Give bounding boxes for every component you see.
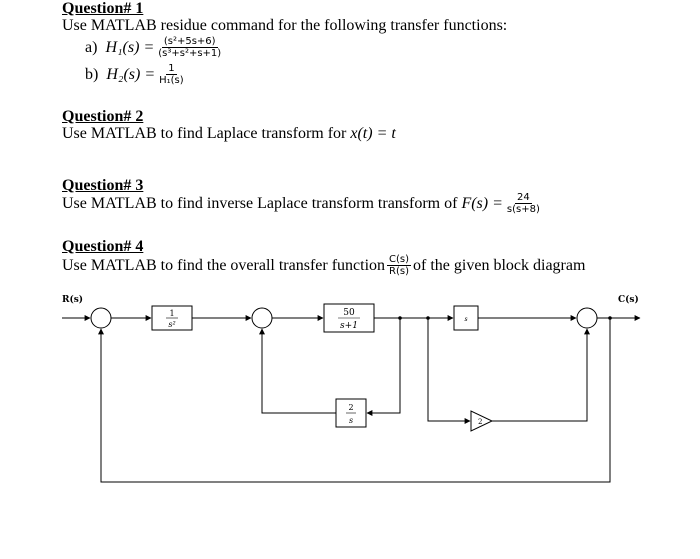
q4-denominator: R(s) (389, 266, 410, 277)
q1-b-denominator: H₁(s) (159, 75, 184, 86)
feedback-to-sum2 (262, 329, 336, 413)
summing-junction-1 (91, 308, 111, 328)
q4-text-after: of the given block diagram (413, 256, 586, 274)
q2-heading: Question# 2 (62, 108, 144, 125)
q4-heading: Question# 4 (62, 238, 144, 255)
block-2-denominator: s+1 (340, 321, 358, 331)
q1-heading: Question# 1 (62, 0, 144, 17)
q1-a-lhs: H₁(s) = (105, 38, 155, 56)
gain-label: 2 (478, 418, 483, 426)
input-label: R(s) (62, 295, 84, 305)
q3-lhs: F(s) = (461, 194, 503, 212)
q1-b-lhs: H₂(s) = (106, 65, 156, 83)
q1-a-denominator: (s³+s²+s+1) (158, 48, 222, 59)
q2-expression: x(t) = t (350, 125, 396, 142)
q3-denominator: s(s+8) (506, 204, 540, 215)
block-1-numerator: 1 (169, 309, 175, 318)
block-3-numerator: 2 (348, 403, 354, 412)
q1-b-label: b) (85, 65, 99, 83)
q2-text: Use MATLAB to find Laplace transform for (62, 125, 347, 142)
feedforward-to-sum3 (492, 329, 587, 421)
q4-text-before: Use MATLAB to find the overall transfer function (62, 256, 386, 274)
block-3-denominator: s (348, 416, 354, 425)
q4-numerator: C(s) (389, 254, 410, 265)
block-4-label: s (464, 316, 468, 323)
q1-text: Use MATLAB residue command for the following transfer functions: (62, 17, 508, 34)
output-label: C(s) (618, 295, 639, 305)
q1-b-numerator: 1 (168, 63, 175, 74)
block-2-numerator: 50 (343, 308, 355, 318)
q3-text: Use MATLAB to find inverse Laplace transform transform of (62, 194, 458, 212)
summing-junction-3 (577, 308, 597, 328)
block-1-denominator: s² (168, 320, 176, 329)
summing-junction-2 (252, 308, 272, 328)
feedforward-path (428, 318, 470, 421)
q3-numerator: 24 (517, 192, 530, 203)
q1-a-numerator: (s²+5s+6) (163, 36, 216, 47)
q1-a-label: a) (85, 38, 98, 56)
q3-heading: Question# 3 (62, 177, 144, 194)
